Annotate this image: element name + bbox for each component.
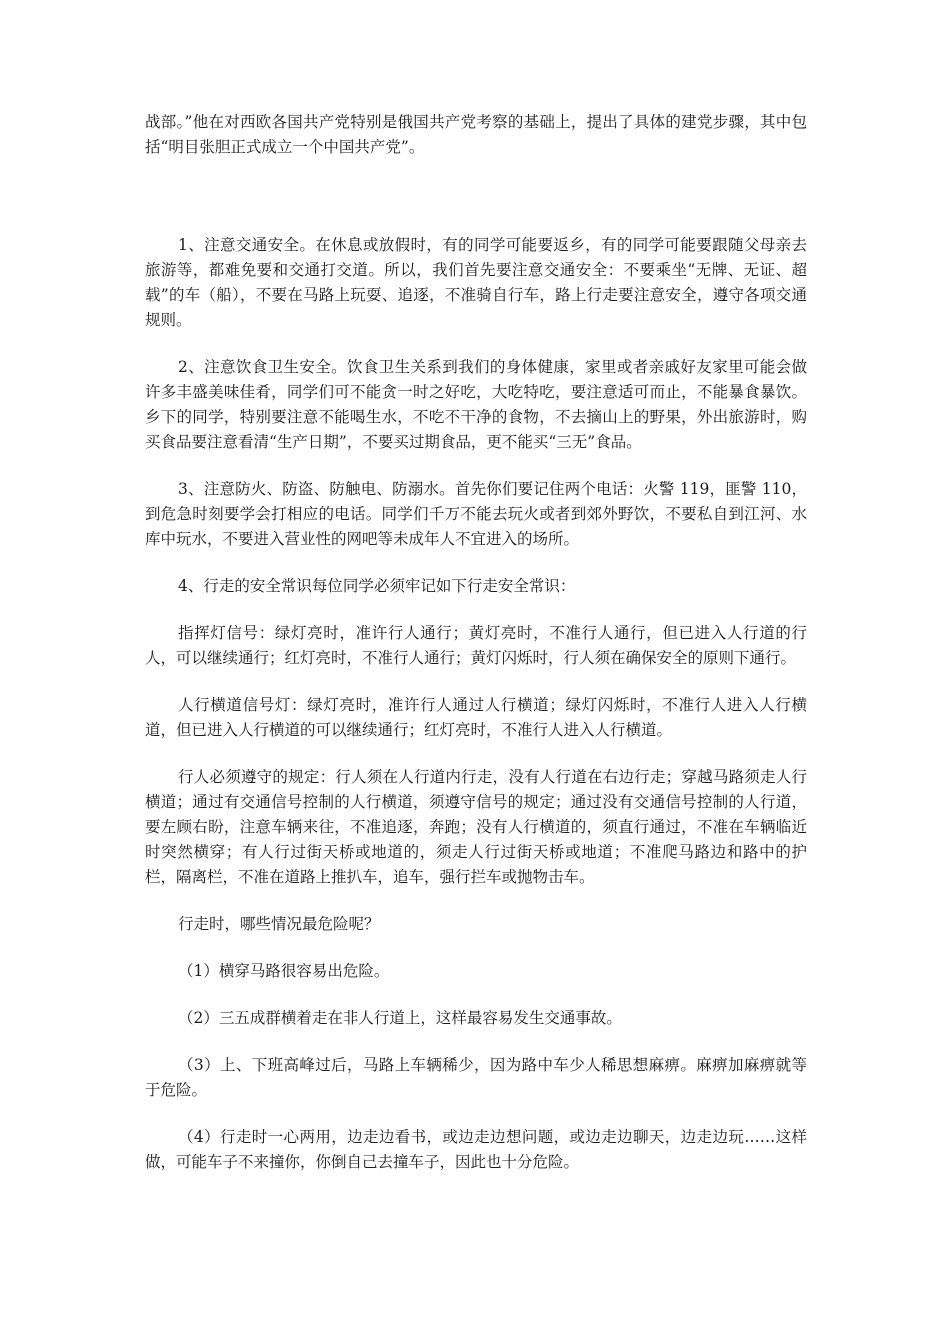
paragraph-food-safety: 2、注意饮食卫生安全。饮食卫生关系到我们的身体健康，家里或者亲戚好友家里可能会做许多丰盛美味佳肴，同学们可不能贪一时之好吃，大吃特吃，要注意适可而止，不能暴食暴饮。乡下的同学，特别要注意不能喝生水，不吃不干净的食物，不去摘山上的野果，外出旅游时，购买食品要注意看清“生产日期”，不要买过期食品，更不能买“三无”食品。 [145, 358, 807, 451]
section-spacer [145, 160, 807, 233]
paragraph-traffic-safety: 1、注意交通安全。在休息或放假时，有的同学可能要返乡，有的同学可能要跟随父母亲去旅游等，都难免要和交通打交道。所以，我们首先要注意交通安全：不要乘坐“无牌、无证、超载”的车（船），不要在马路上玩耍、追逐，不准骑自行车，路上行走要注意安全，遵守各项交通规则。 [145, 236, 807, 329]
paragraph-fire-theft-safety: 3、注意防火、防盗、防触电、防溺水。首先你们要记住两个电话：火警 119，匪警 110，到危急时刻要学会打相应的电话。同学们千万不能去玩火或者到郊外野饮，不要私自到江河、水库中玩水，不要进入营业性的网吧等未成年人不宜进入的场所。 [145, 480, 807, 548]
list-item-danger-2: （2）三五成群横着走在非人行道上，这样最容易发生交通事故。 [178, 1009, 622, 1027]
paragraph-crosswalk-signals: 人行横道信号灯：绿灯亮时，准许行人通过人行横道；绿灯闪烁时，不准行人进入人行横道，但已进入人行横道的可以继续通行；红灯亮时，不准行人进入人行横道。 [145, 696, 807, 739]
paragraph-signal-lights: 指挥灯信号：绿灯亮时，准许行人通行；黄灯亮时，不准行人通行，但已进入人行道的行人，可以继续通行；红灯亮时，不准行人通行；黄灯闪烁时，行人须在确保安全的原则下通行。 [145, 624, 807, 667]
document-page [145, 110, 807, 1175]
paragraph-pedestrian-rules: 行人必须遵守的规定：行人须在人行道内行走，没有人行道在右边行走；穿越马路须走人行横道；通过有交通信号控制的人行横道，须遵守信号的规定；通过没有交通信号控制的人行道，要左顾右盼，注意车辆来往，不准追逐，奔跑；没有人行横道的，须直行通过，不准在车辆临近时突然横穿；有人行过街天桥或地道的，须走人行过街天桥或地道；不准爬马路边和路中的护栏，隔离栏，不准在道路上推扒车，追车，强行拦车或抛物击车。 [145, 768, 807, 886]
list-item-danger-4: （4）行走时一心两用，边走边看书，或边走边想问题，或边走边聊天，边走边玩……这样做，可能车子不来撞你，你倒自己去撞车子，因此也十分危险。 [145, 1128, 807, 1171]
paragraph-danger-question: 行走时，哪些情况最危险呢？ [178, 915, 380, 933]
paragraph-walking-safety-heading: 4、行走的安全常识每位同学必须牢记如下行走安全常识： [178, 577, 576, 595]
list-item-danger-3: （3）上、下班高峰过后，马路上车辆稀少，因为路中车少人稀思想麻痹。麻痹加麻痹就等于危险。 [145, 1056, 807, 1099]
list-item-danger-1: （1）横穿马路很容易出危险。 [178, 962, 390, 980]
paragraph-continuation: 战部。”他在对西欧各国共产党特别是俄国共产党考察的基础上，提出了具体的建党步骤，其中包括“明目张胆正式成立一个中国共产党”。 [145, 113, 807, 156]
